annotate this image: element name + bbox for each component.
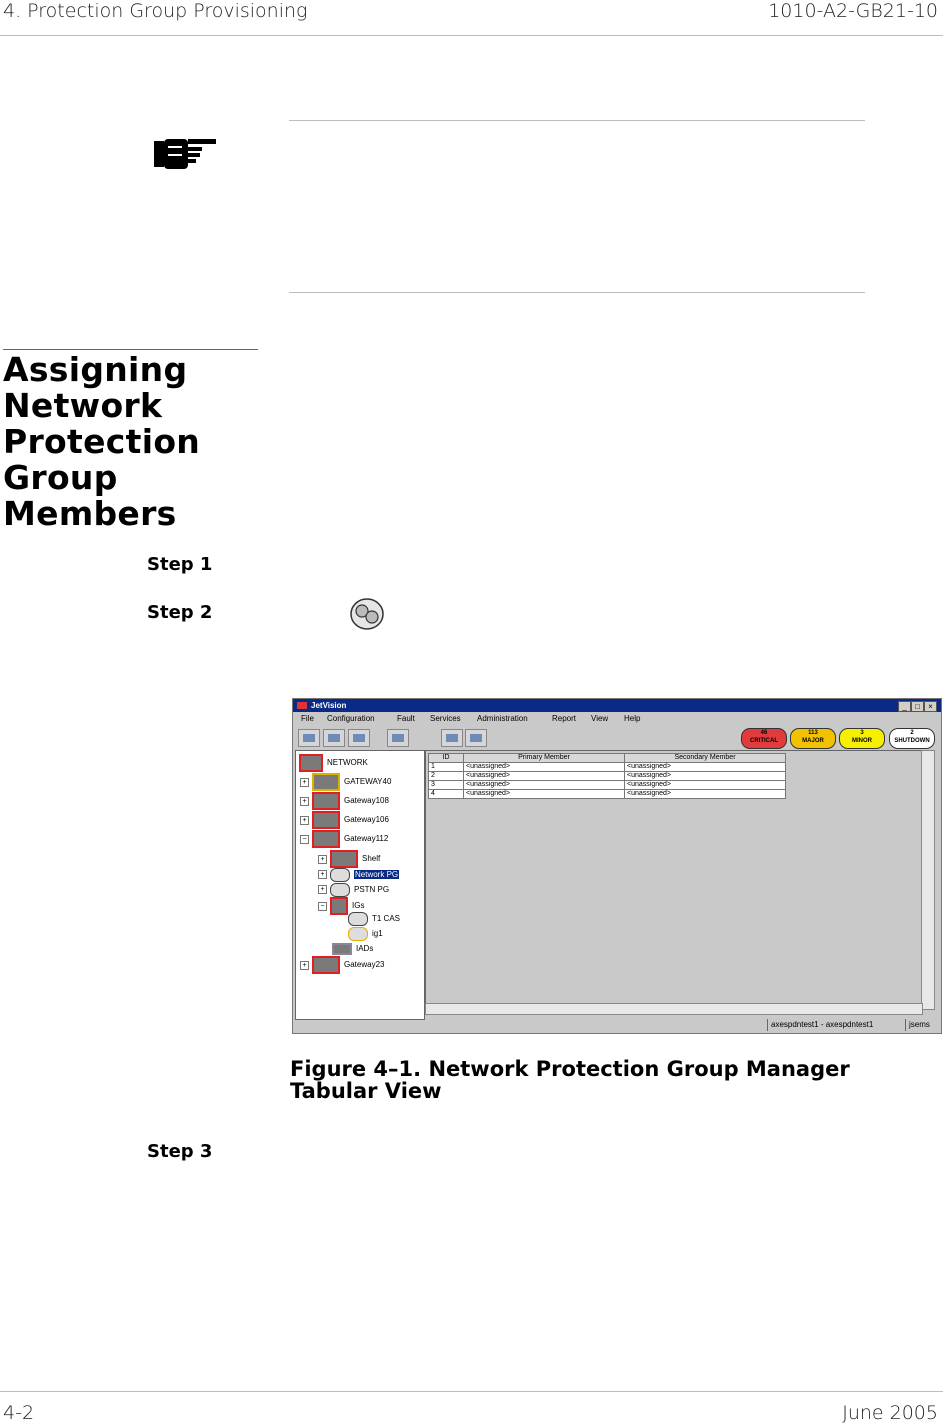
menu-file[interactable]: File [301, 714, 314, 723]
menu-bar [293, 713, 941, 725]
table-row[interactable] [429, 763, 786, 772]
table-header-row [429, 754, 786, 763]
note-rule-top [289, 120, 865, 121]
alarm-minor-count: 3 [860, 730, 864, 736]
alarm-shutdown-badge[interactable] [889, 728, 935, 749]
cell-id: 4 [429, 790, 464, 799]
table-row[interactable] [429, 781, 786, 790]
pointing-hand-icon [152, 135, 218, 171]
tree-item-t1-cas[interactable]: T1 CAS [348, 911, 400, 927]
expand-icon[interactable]: + [300, 816, 309, 825]
status-user: jsems [905, 1019, 930, 1031]
network-icon [299, 754, 323, 772]
toolbar-folder-button[interactable] [348, 729, 370, 747]
horizontal-scrollbar[interactable] [425, 1003, 923, 1015]
cell-id: 1 [429, 763, 464, 772]
toolbar [293, 726, 941, 749]
app-logo-icon [297, 702, 307, 709]
protection-group-icon [349, 597, 385, 631]
alarm-critical-label: CRITICAL [750, 738, 778, 744]
alarm-major-badge[interactable] [790, 728, 836, 749]
menu-configuration[interactable]: Configuration [327, 714, 375, 723]
collapse-icon[interactable]: − [318, 902, 327, 911]
maximize-button[interactable]: □ [911, 701, 924, 712]
alarm-shutdown-count: 2 [910, 730, 914, 736]
cell-secondary-member[interactable]: <unassigned> [625, 763, 786, 772]
window-title: JetVision [311, 701, 347, 710]
gateway-icon [312, 792, 340, 810]
protection-group-table-pane [425, 750, 933, 1010]
cell-id: 3 [429, 781, 464, 790]
tree-item-shelf[interactable]: + Shelf [318, 850, 380, 866]
tree-item-gateway106[interactable]: + Gateway106 [300, 811, 389, 827]
gateway-icon [312, 811, 340, 829]
menu-report[interactable]: Report [552, 714, 577, 723]
step-1-label: Step 1 [147, 554, 213, 575]
publication-date: June 2005 [842, 1402, 938, 1424]
alarm-shutdown-label: SHUTDOWN [894, 738, 930, 744]
network-tree [295, 750, 425, 1020]
ig-folder-icon [330, 897, 348, 915]
ig1-icon [348, 927, 368, 941]
cell-primary-member[interactable]: <unassigned> [464, 763, 625, 772]
cell-primary-member[interactable]: <unassigned> [464, 781, 625, 790]
menu-help[interactable]: Help [624, 714, 641, 723]
expand-icon[interactable]: + [300, 961, 309, 970]
col-secondary-header[interactable]: Secondary Member [625, 754, 786, 763]
tree-root-label: NETWORK [327, 758, 368, 768]
alarm-minor-badge[interactable] [839, 728, 885, 749]
alarm-major-count: 113 [808, 730, 818, 736]
tree-item-ig1[interactable]: ig1 [348, 926, 383, 942]
vertical-scrollbar[interactable] [921, 750, 935, 1010]
menu-fault[interactable]: Fault [397, 714, 415, 723]
close-button[interactable]: × [924, 701, 937, 712]
jetvision-window [292, 698, 942, 1034]
step-3-label: Step 3 [147, 1141, 213, 1162]
toolbar-open-button[interactable] [323, 729, 345, 747]
running-header-docnum: 1010-A2-GB21-10 [768, 0, 938, 22]
tree-item-gateway112[interactable]: − Gateway112 [300, 830, 388, 846]
tree-item-network-pg[interactable]: + Network PG [318, 867, 399, 883]
protection-group-icon [330, 868, 350, 882]
table-row[interactable] [429, 772, 786, 781]
menu-view[interactable]: View [591, 714, 609, 723]
tree-root-network[interactable] [299, 754, 368, 770]
expand-icon[interactable]: + [300, 797, 309, 806]
figure-caption: Figure 4–1. Network Protection Group Manager Tabular View [290, 1057, 850, 1103]
toolbar-list-button[interactable] [298, 729, 320, 747]
expand-icon[interactable]: + [318, 870, 327, 879]
cell-secondary-member[interactable]: <unassigned> [625, 781, 786, 790]
iad-icon [332, 943, 352, 955]
protection-group-icon [330, 883, 350, 897]
tree-item-igs[interactable]: − IGs [318, 897, 364, 913]
table-row[interactable] [429, 790, 786, 799]
menu-administration[interactable]: Administration [477, 714, 528, 723]
col-id-header[interactable]: ID [429, 754, 464, 763]
alarm-major-label: MAJOR [802, 738, 824, 744]
step-2-label: Step 2 [147, 602, 213, 623]
cell-secondary-member[interactable]: <unassigned> [625, 790, 786, 799]
shelf-icon [330, 850, 358, 868]
collapse-icon[interactable]: − [300, 835, 309, 844]
tree-item-gateway108[interactable]: + Gateway108 [300, 792, 389, 808]
alarm-minor-label: MINOR [852, 738, 872, 744]
expand-icon[interactable]: + [300, 778, 309, 787]
footer-rule [0, 1391, 943, 1392]
expand-icon[interactable]: + [318, 885, 327, 894]
tree-item-iads[interactable]: IADs [332, 941, 373, 957]
header-rule [0, 35, 943, 36]
cell-primary-member[interactable]: <unassigned> [464, 790, 625, 799]
toolbar-edit-button[interactable] [387, 729, 409, 747]
tree-item-pstn-pg[interactable]: + PSTN PG [318, 882, 389, 898]
page-number: 4-2 [3, 1402, 35, 1424]
section-title: Assigning Network Protection Group Members [3, 350, 201, 533]
gateway-icon [312, 830, 340, 848]
status-bar [293, 1019, 941, 1031]
window-titlebar [293, 699, 941, 712]
gateway-icon [312, 773, 340, 791]
t1-cas-icon [348, 912, 368, 926]
menu-services[interactable]: Services [430, 714, 461, 723]
tree-item-gateway23[interactable]: + Gateway23 [300, 956, 384, 972]
alarm-critical-count: 46 [760, 730, 768, 736]
expand-icon[interactable]: + [318, 855, 327, 864]
cell-primary-member[interactable]: <unassigned> [464, 772, 625, 781]
toolbar-t1-button[interactable] [441, 729, 463, 747]
minimize-button[interactable]: _ [898, 701, 911, 712]
cell-secondary-member[interactable]: <unassigned> [625, 772, 786, 781]
col-primary-header[interactable]: Primary Member [464, 754, 625, 763]
alarm-critical-badge[interactable] [741, 728, 787, 749]
status-server: axespdntest1 - axespdntest1 [767, 1019, 873, 1031]
toolbar-ds1-button[interactable] [465, 729, 487, 747]
protection-group-table [428, 753, 786, 799]
cell-id: 2 [429, 772, 464, 781]
gateway-icon [312, 956, 340, 974]
note-rule-bottom [289, 292, 865, 293]
running-header-chapter: 4. Protection Group Provisioning [3, 0, 308, 22]
tree-item-gateway40[interactable]: + GATEWAY40 [300, 773, 391, 789]
